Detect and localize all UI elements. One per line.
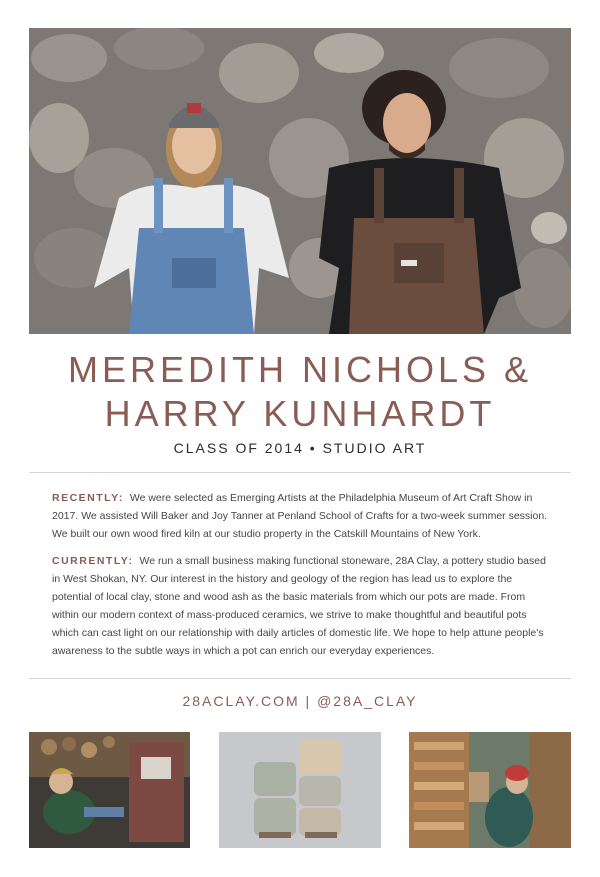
- divider-top: [29, 472, 571, 473]
- currently-label: CURRENTLY:: [52, 555, 134, 567]
- class-line: CLASS OF 2014 • STUDIO ART: [173, 440, 427, 456]
- currently-text: We run a small business making functional stoneware, 28A Clay, a pottery studio based in West Shokan, NY. Our interest in the history and geology of the region has lead us to explore the potential of local clay, stone and wood ash as the basic materials from which our pots are made. From within our modern context of mass-produced ceramics, we strive to make thoughtful and beautiful pots which can cast light on our relationship with daily articles of domestic life. We hope to help attune people's awareness to the subtle ways in which a pot can enrich our everyday experiences.: [52, 555, 546, 657]
- photo-stoneware-cups: [219, 732, 381, 848]
- currently-paragraph: [52, 552, 552, 660]
- name-line-2: HARRY KUNHARDT: [104, 393, 496, 434]
- divider-bottom: [29, 678, 571, 679]
- photo-woodpile: [29, 732, 190, 848]
- photo-stacking-wood: [409, 732, 571, 848]
- hero-photo: [29, 28, 571, 334]
- name-line-1: MEREDITH NICHOLS &: [67, 349, 533, 390]
- website-social-links[interactable]: 28ACLAY.COM | @28A_CLAY: [182, 693, 418, 709]
- recently-paragraph: [52, 489, 552, 543]
- recently-text: We were selected as Emerging Artists at the Philadelphia Museum of Art Craft Show in 2017. We assisted Will Baker and Joy Tanner at Penland School of Crafts for a two-week summer session. We built our own wood fired kiln at our studio property in the Catskill Mountains of New York.: [52, 492, 548, 540]
- recently-label: RECENTLY:: [52, 492, 124, 504]
